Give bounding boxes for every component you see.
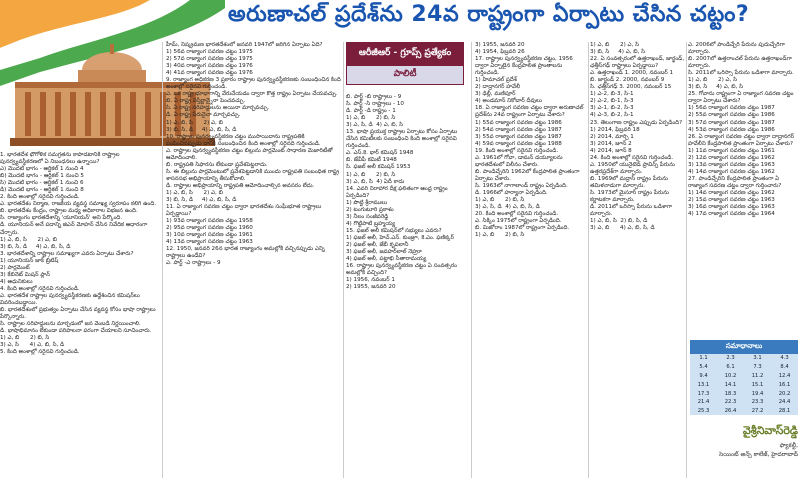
answers-row <box>690 354 798 363</box>
question-line: 1) 56వ రాజ్యాంగ సవరణ చట్టం 1987 <box>688 105 775 112</box>
question-line: 3) బి, సి 4) ఎ, బి, సి <box>688 84 744 91</box>
question-line: 12. 1950, జనవరి 26న భారత రాజ్యాంగం అమల్లోకి వచ్చినప్పుడు ఎన్ని రాష్ట్రాలు ఉండేవి? <box>166 246 327 260</box>
question-line: 1) ఎ, బి 2) బి, సి <box>346 171 396 178</box>
question-line: బి. ఏ రాష్ట్ర విస్తీర్ణాన్నైనా పెంచవచ్చు. <box>166 98 246 105</box>
question-line: 3) బి, సి, డి 4) ఎ, బి, సి, డి <box>0 243 71 250</box>
question-line: 4. కింది అంశాల్లో సరైనవి గుర్తించండి. <box>0 285 80 292</box>
question-line: 1) ఎ, బి 2) బి, సి <box>346 115 396 122</box>
question-line: 3) ఎ, సి 4) ఎ, బి, సి, డి <box>0 342 65 349</box>
answer-cell: 7.3 <box>753 364 762 371</box>
question-line: 1) ఎ, బి 2) బి, సి <box>0 335 50 342</box>
question-line: 27. పాండిచ్చేరిని కేంద్రపాలిత ప్రాంతంగా ఏ రాజ్యాంగ సవరణ చట్టం ద్వారా గుర్తించారు? <box>688 175 782 189</box>
answer-cell: 26.4 <box>724 408 737 415</box>
question-line: 24. కింది అంశాల్లో సరైనవి గుర్తించండి. <box>590 154 674 161</box>
answer-cell: 16.1 <box>778 381 791 388</box>
question-line: 2) 95వ రాజ్యాంగ సవరణ చట్టం 1960 <box>166 225 253 232</box>
answer-cell: 9.4 <box>699 372 708 379</box>
question-line: 1) ఎ, బి 2) బి, సి <box>475 232 525 239</box>
answers-row <box>690 389 798 398</box>
question-line: 3) ఎ-1, బి-2, సి-3 <box>590 105 634 112</box>
question-line: ఎ. ఉత్తరాఖండ్ 1. 2000, నవంబర్ 1 <box>590 70 674 77</box>
question-line: 1. భారతదేశ భౌగోళిక సమగ్రతను కాపాడటానికి రాష్ట్రాల పునర్వ్యవస్థీకరణలో ఏ నిబంధనలు ఉన్నాయి? <box>0 152 122 166</box>
question-line: ఎ. భారతదేశం నిర్మాణ, రాజకీయ వ్యవస్థ సమాఖ్య స్వరూపం కలిగి ఉంది. <box>0 201 157 208</box>
question-line: సి. ఫజల్ అలీ కమిషన్ 1953 <box>346 164 411 171</box>
question-line: 2) 54వ రాజ్యాంగ సవరణ చట్టం 1987 <box>475 126 562 133</box>
question-line: బి) మొదటి భాగం - ఆర్టికల్ 1 నుంచి 5 <box>0 173 84 180</box>
question-line: 4) 59వ రాజ్యాంగ సవరణ చట్టం 1988 <box>475 140 562 147</box>
question-line: బి. జార్ఖండ్ 2. 2000, నవంబర్ 9 <box>590 77 665 84</box>
question-line: 25. గోవాను రాష్ట్రంగా ఏ రాజ్యాంగ సవరణ చట్టం ద్వారా ఏర్పాటు చేశారు? <box>688 91 796 105</box>
question-line: 3) ఎ, బి, సి 4) ఏదీ కాదు <box>346 178 405 185</box>
question-line: డి. 1966లో హర్యానా ఏర్పడింది. <box>475 189 548 196</box>
author-role: ఫ్యాకల్టీ, <box>779 442 798 449</box>
column-2 <box>166 42 341 476</box>
question-line: 2) టంగుటూరి ప్రకాశం <box>346 206 394 213</box>
question-line: 3) ఎ, సి, డి 4) ఎ, బి, సి, డి <box>475 204 540 211</box>
question-line: 26. ఏ రాజ్యాంగ సవరణ చట్టం ద్వారా దాద్రానగర్ హవేలీని కేంద్రపాలిత ప్రాంతంగా ఏర్పాటు చేశారు? <box>688 133 796 147</box>
question-line: 1) ఎ-2, బి-3, సి-1 <box>590 91 634 98</box>
question-line: ఎ. పార్ట్ -ఎ రాష్ట్రాలు - 9 <box>166 260 221 267</box>
question-line: 17. రాష్ట్రాల పునర్వ్యవస్థీకరణ చట్టం, 1956 ద్వారా ఏర్పాటైన కేంద్రపాలిత ప్రాంతాలను గుర్తించండి. <box>475 56 575 77</box>
question-line: 4) 41వ రాజ్యాంగ సవరణ చట్టం 1976 <box>166 70 253 77</box>
question-line: 2) దాద్రానగర్ హవేలీ <box>475 84 521 91</box>
question-line: 5. కింది అంశాల్లో సరైనవి గుర్తించండి. <box>0 349 80 356</box>
question-line: బి. భారతదేశంలో ప్రభుత్వం ఏర్పాటు చేసిన వ్యవస్థ కోసం భాషా రాష్ట్రాలు పేర్కొన్నారు. <box>0 307 158 321</box>
question-line: 4) 2014, జూన్ 8 <box>590 147 632 154</box>
question-line: 22. ఏ సంవత్సరంలో ఉత్తరాఖండ్, జార్ఖండ్, ఛత్తీస్‌గఢ్ రాష్ట్రాలు ఏర్పడ్డాయి? <box>590 56 686 70</box>
answers-title: సమాధానాలు <box>690 340 798 354</box>
question-line: 3) 40వ రాజ్యాంగ సవరణ చట్టం 1976 <box>166 63 253 70</box>
question-line: డి. 2011లో ఒరిస్సా పేరును ఒడిశాగా మార్చారు. <box>590 204 674 218</box>
question-line: 14. ఎవరి నిరాహార దీక్ష ఫలితంగా ఆంధ్ర రాష్ట్రం ఏర్పడింది? <box>346 185 450 199</box>
question-line: 1) ఫజల్ అలీ, హెచ్.ఎన్. కుంజ్రూ, కె.ఎం. ఫణిక్కర్ <box>346 234 454 241</box>
question-line: 23. తెలంగాణ రాష్ట్రం ఎప్పుడు ఏర్పడింది? <box>590 119 683 126</box>
question-line: ఎ. సిక్కిం 1975లో రాష్ట్రంగా ఏర్పడింది. <box>475 218 562 225</box>
question-line: 1) ఎ, బి, సి 2) ఎ, బి <box>166 119 223 126</box>
question-line: 1) ఎ, బి 2) ఎ, సి <box>590 42 640 48</box>
question-line: 3) బి, సి 4) ఎ, బి, సి <box>590 49 646 56</box>
question-line: 4) ఫజల్ అలీ, పట్టాభి సీతారామయ్య <box>346 256 427 263</box>
answer-cell: 1.1 <box>699 355 708 362</box>
question-line: 2) 57వ రాజ్యాంగ సవరణ చట్టం 1975 <box>166 56 253 63</box>
question-line: 1) 56వ రాజ్యాంగ సవరణ చట్టం 1975 <box>166 49 253 56</box>
question-line: సి. ఛత్తీస్‌గఢ్ 3. 2000, నవంబర్ 15 <box>590 84 672 91</box>
question-line: 3) నీలం సంజీవరెడ్డి <box>346 213 389 220</box>
question-line: 3) ఢిల్లీ, మణిపూర్ <box>475 91 516 98</box>
question-line: 1) ఎ, బి, సి 2) బి, సి, డి <box>590 218 648 225</box>
question-line: సి) మొదటి భాగం - ఆర్టికల్ 1 నుంచి 6 <box>0 180 84 187</box>
question-line: సి. 2011లో ఒరిస్సా పేరును ఒడిశాగా మార్చారు. <box>688 70 794 77</box>
question-line: 3) కేబినెట్ మిషన్ ప్లాన్ <box>0 271 50 278</box>
question-line: 1) ఎ, బి, సి 2) ఎ, బి <box>166 189 223 196</box>
question-line: 4) ఆధునికులు <box>0 278 33 285</box>
answer-cell: 18.3 <box>724 390 737 397</box>
answers-row <box>690 380 798 389</box>
question-line: సి. 1963లో నాగాలాండ్ రాష్ట్రం ఏర్పడింది. <box>475 182 568 189</box>
question-line: 2) 55వ రాజ్యాంగ సవరణ చట్టం 1986 <box>688 112 775 119</box>
question-line: 3) ఎ, బి 4) ఎ, బి, సి, డి <box>590 225 655 232</box>
answer-cell: 5.4 <box>699 364 708 371</box>
question-line: 2) ఫజల్ అలీ, జేబీ కృపలానీ <box>346 241 409 248</box>
question-line: బి. రాష్ట్రపతి సిఫారసు లేకుండా ప్రవేశపెట్టరాదు. <box>166 161 268 168</box>
answers-row <box>690 372 798 381</box>
question-line: 2) 12వ రాజ్యాంగ సవరణ చట్టం 1962 <box>688 154 775 161</box>
answer-cell: 13.1 <box>697 381 710 388</box>
answer-cell: 2.3 <box>726 355 735 362</box>
question-line: 18. ఏ రాజ్యాంగ సవరణ చట్టం ద్వారా అరుణాచల్ ప్రదేశ్‌ను 24వ రాష్ట్రంగా ఏర్పాటు చేశారు? <box>475 105 586 119</box>
answer-cell: 24.4 <box>778 399 791 406</box>
column-3 <box>346 42 468 476</box>
question-line: 1) 11వ రాజ్యాంగ సవరణ చట్టం 1961 <box>688 147 775 154</box>
question-line: 4) 13వ రాజ్యాంగ సవరణ చట్టం 1963 <box>166 239 253 246</box>
question-line: 19. కింది అంశాల్లో సరైనవి గుర్తించండి. <box>475 147 559 154</box>
answer-cell: 4.3 <box>780 355 789 362</box>
section-subtitle: పాలిటీ <box>346 65 464 85</box>
question-line: 1) ఎ, బి 2) బి, సి <box>475 197 525 204</box>
question-line: 3) 10వ రాజ్యాంగ సవరణ చట్టం 1961 <box>166 232 253 239</box>
question-line: 1) హిమాచల్ ప్రదేశ్ <box>475 77 517 84</box>
answer-cell: 15.1 <box>751 381 764 388</box>
answer-cell: 11.2 <box>751 372 764 379</box>
column-4 <box>475 42 587 476</box>
question-line: 4) 1954, ఫిబ్రవరి 26 <box>475 49 525 56</box>
question-line: 4) 17వ రాజ్యాంగ సవరణ చట్టం 1964 <box>688 211 775 218</box>
column-6 <box>688 42 798 338</box>
question-line: 1) 14వ రాజ్యాంగ సవరణ చట్టం 1962 <box>688 189 775 196</box>
question-line: 3) ఫజల్ అలీ, జవహర్‌లాల్ నెహ్రూ <box>346 249 422 256</box>
question-line: డి. ఏ రాష్ట్ర పేరునైనా మార్చవచ్చు. <box>166 112 241 119</box>
question-line: 4) ఎ-3, బి-2, సి-1 <box>590 112 634 119</box>
answer-cell: 25.3 <box>697 408 710 415</box>
answer-cell: 3.1 <box>753 355 762 362</box>
answer-cell: 23.3 <box>751 399 764 406</box>
question-line: 16. రాష్ట్రాల పునర్వ్యవస్థీకరణ చట్టం ఏ సంవత్సరం అమల్లోకి వచ్చింది? <box>346 263 459 277</box>
question-line: 3) 16వ రాజ్యాంగ సవరణ చట్టం 1963 <box>688 204 775 211</box>
question-line: 11. ఏ రాజ్యాంగ సవరణ చట్టం ద్వారా భారతదేశం సంఘీభూత రాష్ట్రాలు ఏర్పడ్డాయి? <box>166 204 324 218</box>
question-line: 2. కింది అంశాల్లో సరైనవి గుర్తించండి. <box>0 194 80 201</box>
question-line: ఎ. ఒక రాష్ట్ర భూభాగాన్ని వేరుచేయడం ద్వారా కొత్త రాష్ట్రం ఏర్పాటు చేయవచ్చు. <box>166 91 338 98</box>
answer-cell: 8.4 <box>780 364 789 371</box>
question-line: సి. ఈ బిల్లును పార్లమెంటులో ప్రవేశపెట్టడానికి ముందు రాష్ట్రపతి సంబంధిత రాష్ట్ర శాసనసభ అభిప్రాయాన్ని తీసుకోవాలి. <box>166 168 341 182</box>
question-line: బి. భారతదేశం కేంద్రం, రాష్ట్రాల మధ్య అధికారాల విభజన ఉంది. <box>0 208 138 215</box>
question-line: 3) ఎ, సి, డి 4) ఎ, బి, సి <box>346 122 404 129</box>
question-line: 2) పార్లమెంట్ <box>0 264 30 271</box>
question-line: ఎ. రాష్ట్రాల పునర్వ్యవస్థీకరణ చట్టం బిల్లును పార్లమెంట్ సాధారణ మెజారిటీతో ఆమోదించాలి. <box>166 147 335 161</box>
question-line: 3) 13వ రాజ్యాంగ సవరణ చట్టం 1963 <box>688 161 775 168</box>
question-line: 3) బి, సి, డి 4) ఎ, బి, సి, డి <box>166 126 237 133</box>
question-line: 4) గొట్టిపాటి బ్రహ్మయ్య <box>346 220 396 227</box>
question-line: 10. రాష్ట్రాల పునర్వ్యవస్థీకరణ చట్టం ముసాయిదాను రాష్ట్రపతికి పంపించినప్పుడు దానికి సంబంధించిన కింది అంశాల్లో సరైనది గుర్తించండి. <box>166 133 321 147</box>
question-line: సి. రాష్ట్రాల సరిహద్దులను మార్చడంలో జన వెంబడి నిర్ణయించాలి. <box>0 321 141 328</box>
question-line: 4) 53వ రాజ్యాంగ సవరణ చట్టం 1986 <box>688 126 775 133</box>
question-line: 4) అండమాన్ నికోబార్ దీవులు <box>475 98 542 105</box>
answers-row <box>690 363 798 372</box>
question-line: 3) 57వ రాజ్యాంగ సవరణ చట్టం 1987 <box>688 119 775 126</box>
question-line: డి. పార్ట్ -డి రాష్ట్రం - 1 <box>346 108 396 115</box>
question-line: 13. భాషా ప్రయుక్త రాష్ట్రాల ఏర్పాటు కోసం ఏర్పాటు చేసిన కమిటీలకు సంబంధించి కింది అంశాల్లో సరైనవి గుర్తించండి. <box>346 129 460 150</box>
question-line: డి. యూనియన్ అనే పదాన్ని జిఎన్ మోహన్ చేసిన నివేదిక ఆధారంగా చేర్చారు. <box>0 222 150 236</box>
question-line: 1) 1956, నవంబర్ 1 <box>346 277 395 284</box>
question-line: సి. రాజ్యాంగం భారతదేశాన్ని 'యూనియన్' అని పేర్కొంది. <box>0 215 123 222</box>
answer-cell: 17.3 <box>697 390 710 397</box>
author-org: సెయింట్ అన్స్ కాలేజ్, హైదరాబాద్ <box>719 451 798 458</box>
question-line: ఎ. 2006లో పాండిచ్చేరి పేరును పుదుచ్చేరిగా మార్చారు. <box>688 42 787 56</box>
question-line: 20. కింది అంశాల్లో సరైనవి గుర్తించండి. <box>475 211 559 218</box>
question-line: 1) 93వ రాజ్యాంగ సవరణ చట్టం 1958 <box>166 218 253 225</box>
question-line: 1) ఎ, బి, సి 2) ఎ, బి <box>0 236 57 243</box>
question-line: ఎ) మొదటి భాగం - ఆర్టికల్ 1 నుంచి 4 <box>0 166 84 173</box>
answers-table <box>690 354 798 415</box>
question-line: హీమ్, నిష్క్రమణ భారతదేశంలో జనవరి 1947లో జరిగిన ఏర్పాటు ఏది? <box>166 42 323 48</box>
answers-row <box>690 398 798 407</box>
column-5 <box>590 42 685 476</box>
question-line: బి. జేవీపీ కమిటీ 1948 <box>346 157 397 164</box>
answers-box <box>690 340 798 420</box>
answer-cell: 12.4 <box>778 372 791 379</box>
answer-cell: 21.4 <box>697 399 710 406</box>
question-line: 1) పొట్టి శ్రీరాములు <box>346 199 388 206</box>
question-line: 3) 2014, జూన్ 2 <box>590 140 632 147</box>
question-line: సి. పార్ట్ -సి రాష్ట్రాలు - 10 <box>346 101 404 108</box>
answer-cell: 20.2 <box>778 390 791 397</box>
question-line: 1) యూనియన్ జాక్ బ్రిటిష్ <box>0 257 59 264</box>
answer-cell: 19.4 <box>751 390 764 397</box>
column-1 <box>0 152 158 476</box>
question-line: డి) మొదటి భాగం - ఆర్టికల్ 1 నుంచి 8 <box>0 187 84 194</box>
section-title: ఆరీజీఆర్ - గ్రూప్స్ ప్రత్యేకం <box>346 42 464 65</box>
answer-cell: 28.1 <box>778 408 791 415</box>
answer-cell: 14.1 <box>724 381 737 388</box>
answers-row <box>690 407 798 416</box>
question-line: 15. ఫజల్ అలీ కమిషన్‌లో సభ్యులు ఎవరు? <box>346 227 442 234</box>
question-line: బి. 2007లో ఉత్తరాంచల్ పేరును ఉత్తరాఖండ్‌గా మార్చారు. <box>688 56 794 70</box>
question-line: సి. 1973లో మైసూర్ రాష్ట్రం పేరును కర్ణాటకగా మార్చారు. <box>590 189 671 204</box>
question-line: బి. మిజోరాం 1987లో రాష్ట్రంగా ఏర్పడింది. <box>475 225 570 232</box>
question-line: బి. పాండిచ్చేరిని 1962లో కేంద్రపాలిత ప్రాంతంగా ఏర్పాటు చేశారు. <box>475 168 582 182</box>
question-line: 3) బి, సి, డి 4) ఎ, బి, సి, డి <box>166 197 237 204</box>
question-line: 2) 1955, జనవరి 20 <box>346 284 396 291</box>
question-line: సి. ఏ రాష్ట్ర సరిహద్దులను అయినా మార్చవచ్చు. <box>166 105 270 112</box>
answer-cell: 10.2 <box>724 372 737 379</box>
question-line: ఎ. భారతదేశ రాష్ట్రాల పునర్వ్యవస్థీకరణకు ఉద్దేశించిన కమిషన్‌లు వివరించబడ్డాయి. <box>0 292 142 306</box>
answer-cell: 6.1 <box>726 364 735 371</box>
page-headline: అరుణాచల్ ప్రదేశ్‌ను 24వ రాష్ట్రంగా ఏర్పాటు చేసిన చట్టం? <box>228 2 750 27</box>
answer-cell: 22.3 <box>724 399 737 406</box>
question-line: ఎ. ఎస్.కె. థార్ కమిషన్ 1948 <box>346 150 414 157</box>
author-name: వైశ్రీనివాస్‌రెడ్డి <box>742 424 798 437</box>
question-line: బి. 1969లో మద్రాస్ రాష్ట్రం పేరును తమిళనాడుగా మార్చారు. <box>590 175 670 189</box>
question-line: 2) 2014, మార్చి 1 <box>590 133 634 140</box>
question-line: 3) 1955, జనవరి 20 <box>475 42 525 48</box>
question-line: 1) 2014, ఫిబ్రవరి 18 <box>590 126 640 133</box>
question-line: బి. పార్ట్ -బి రాష్ట్రాలు - 9 <box>346 94 402 100</box>
question-line: 1) 55వ రాజ్యాంగ సవరణ చట్టం 1986 <box>475 119 562 126</box>
answer-cell: 27.2 <box>751 408 764 415</box>
author-byline <box>690 424 798 476</box>
question-line: డి. రాష్ట్రాల అభిప్రాయాన్ని రాష్ట్రపతి ఆమోదించాల్సిన అవసరం లేదు. <box>166 182 315 189</box>
question-line: ఎ. 1961లో గోవా, డామన్ డయ్యూలను భారతదేశంలో విలీనం చేశారు. <box>475 154 565 168</box>
question-line: 1) ఎ, బి 2) ఎ, సి <box>688 77 738 84</box>
question-line: ఎ. 1950లో యునైటెడ్ ప్రావిన్స్ పేరును ఉత్తరప్రదేశ్‌గా మార్చారు. <box>590 161 677 175</box>
question-line: 3) 55వ రాజ్యాంగ సవరణ చట్టం 1987 <box>475 133 562 140</box>
question-line: 2) ఎ-2, బి-1, సి-3 <box>590 98 634 105</box>
question-line: 4) 14వ రాజ్యాంగ సవరణ చట్టం 1962 <box>688 168 775 175</box>
question-line: 2) 15వ రాజ్యాంగ సవరణ చట్టం 1963 <box>688 197 775 204</box>
question-line: డి. భాషాభిమానం లేకుండా పరిపాలనా పరంగా చేయాలని సూచించారు. <box>0 328 152 335</box>
question-line: 3. భారతదేశాన్ని రాష్ట్రాల సమాఖ్యగా ఎవరు ఏర్పాటు చేశారు? <box>0 250 134 257</box>
question-line: 9. రాజ్యాంగ అధికరణ 3 ప్రకారం రాష్ట్రాల పునర్వ్యవస్థీకరణకు సంబంధించిన కింది అంశాల్లో సరైనవి గుర్తించండి. <box>166 77 343 91</box>
